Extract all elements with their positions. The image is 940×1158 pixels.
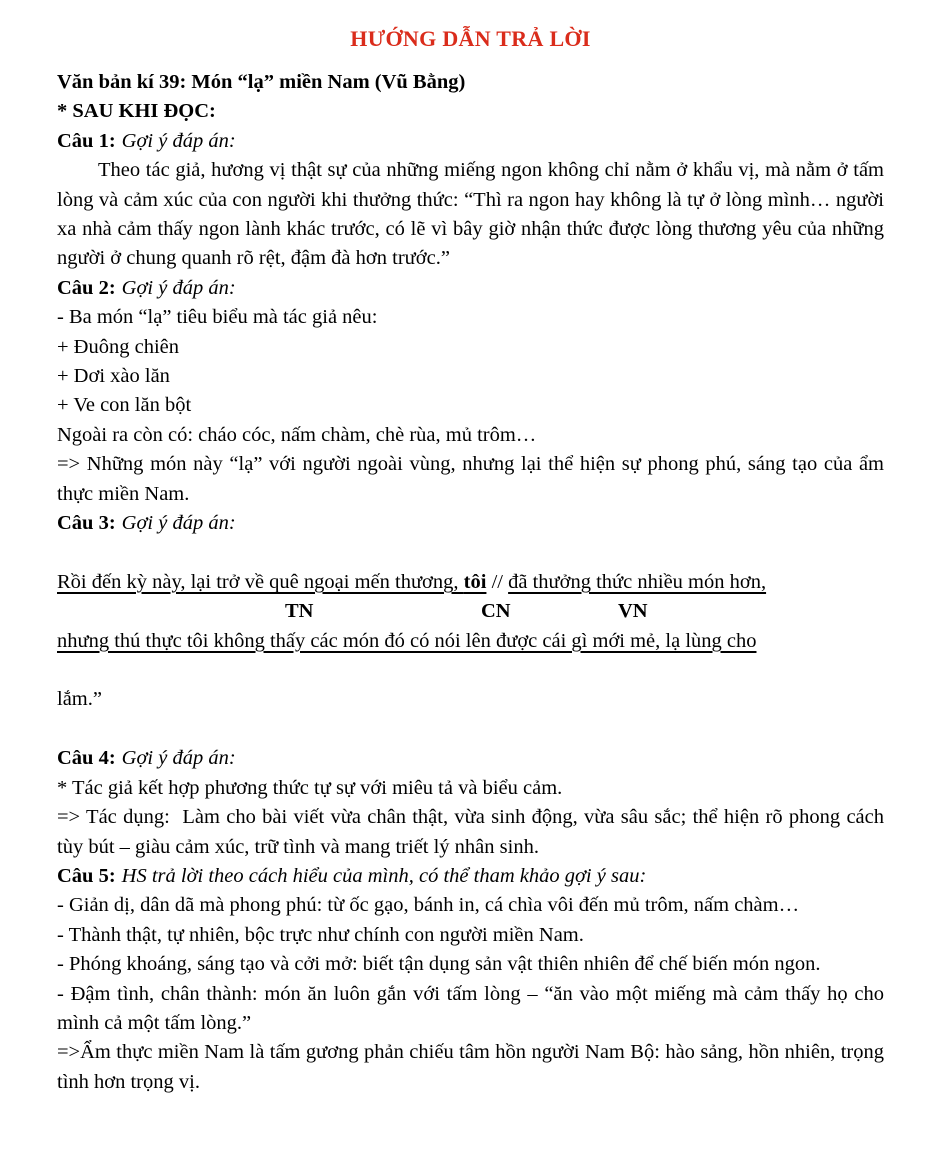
grammar-labels-row bbox=[57, 597, 884, 626]
sentence-separator: // bbox=[486, 570, 509, 593]
question-2-hint: Gợi ý đáp án: bbox=[121, 276, 236, 299]
question-4-hint: Gợi ý đáp án: bbox=[121, 747, 236, 770]
question-5-conclusion: =>Ẩm thực miền Nam là tấm gương phản chiếu tâm hồn người Nam Bộ: hào sảng, hồn nhiên, trọng tình hơn trọng vị. bbox=[57, 1041, 884, 1093]
question-4-point: * Tác giả kết hợp phương thức tự sự với miêu tả và biểu cảm. bbox=[57, 776, 563, 799]
spacer bbox=[57, 656, 884, 685]
sentence-predicate: đã thưởng thức nhiều món hơn, bbox=[508, 570, 767, 593]
question-2-label: Câu 2: bbox=[57, 276, 116, 299]
page-title: HƯỚNG DẪN TRẢ LỜI bbox=[350, 26, 591, 51]
question-1-label: Câu 1: bbox=[57, 129, 116, 152]
question-5-point: - Giản dị, dân dã mà phong phú: từ ốc gạo, bánh in, cá chìa vôi đến mủ trôm, nấm chàm… bbox=[57, 894, 800, 917]
question-5-label: Câu 5: bbox=[57, 864, 116, 887]
label-vn: VN bbox=[618, 600, 648, 623]
label-tn: TN bbox=[285, 600, 314, 623]
question-1-heading bbox=[57, 127, 884, 156]
dish-item: + Đuông chiên bbox=[57, 335, 180, 358]
question-3-label: Câu 3: bbox=[57, 512, 116, 535]
analyzed-sentence-line1 bbox=[57, 568, 884, 597]
question-2-heading bbox=[57, 274, 884, 303]
question-5-hint: HS trả lời theo cách hiểu của mình, có thể tham khảo gợi ý sau: bbox=[121, 864, 647, 887]
question-1-answer: Theo tác giả, hương vị thật sự của những miếng ngon không chỉ nằm ở khẩu vị, mà nằm ở tấm lòng và cảm xúc của con người khi thưởng thức: “Thì ra ngon hay không là tự ở lòng mình… người xa nhà cảm thấy ngon lành khác trước, có lẽ vì bây giờ nhận thức được lòng thương yêu của những người ở chung quanh rõ rệt, đậm đà hơn trước.” bbox=[57, 159, 884, 270]
question-4-label: Câu 4: bbox=[57, 747, 116, 770]
question-5-point: - Phóng khoáng, sáng tạo và cởi mở: biết tận dụng sản vật thiên nhiên để chế biến món ngon. bbox=[57, 953, 821, 976]
question-1-hint: Gợi ý đáp án: bbox=[121, 129, 236, 152]
analyzed-sentence-line2 bbox=[57, 627, 884, 656]
label-cn: CN bbox=[481, 600, 511, 623]
question-2-extra: Ngoài ra còn có: cháo cóc, nấm chàm, chè rùa, mủ trôm… bbox=[57, 423, 537, 446]
sentence-ending: lắm.” bbox=[57, 688, 102, 711]
question-2-intro: - Ba món “lạ” tiêu biểu mà tác giả nêu: bbox=[57, 306, 378, 329]
question-3-hint: Gợi ý đáp án: bbox=[121, 512, 236, 535]
question-5-point: - Đậm tình, chân thành: món ăn luôn gắn với tấm lòng – “ăn vào một miếng mà cảm thấy họ cho mình cả một tấm lòng.” bbox=[57, 982, 884, 1034]
question-4-heading bbox=[57, 744, 884, 773]
sentence-adverbial: Rồi đến kỳ này, lại trở về quê ngoại mến thương, bbox=[57, 570, 464, 593]
question-2-conclusion: => Những món này “lạ” với người ngoài vùng, nhưng lại thể hiện sự phong phú, sáng tạo của ẩm thực miền Nam. bbox=[57, 453, 884, 505]
dish-item: + Dơi xào lăn bbox=[57, 365, 170, 388]
question-4-effect: => Tác dụng: Làm cho bài viết vừa chân thật, vừa sinh động, vừa sâu sắc; thể hiện rõ phong cách tùy bút – giàu cảm xúc, trữ tình và mang triết lý nhân sinh. bbox=[57, 806, 890, 858]
lesson-heading: Văn bản kí 39: Món “lạ” miền Nam (Vũ Bằng) bbox=[57, 71, 466, 93]
question-5-point: - Thành thật, tự nhiên, bộc trực như chính con người miền Nam. bbox=[57, 923, 584, 946]
sentence-line2-text: nhưng thú thực tôi không thấy các món đó có nói lên được cái gì mới mẻ, lạ lùng cho bbox=[57, 629, 757, 652]
question-3-heading bbox=[57, 509, 884, 538]
spacer bbox=[57, 715, 884, 744]
dish-item: + Ve con lăn bột bbox=[57, 394, 192, 417]
section-heading: * SAU KHI ĐỌC: bbox=[57, 100, 216, 123]
question-5-heading bbox=[57, 862, 884, 891]
sentence-subject: tôi bbox=[463, 570, 487, 593]
spacer bbox=[57, 539, 884, 568]
